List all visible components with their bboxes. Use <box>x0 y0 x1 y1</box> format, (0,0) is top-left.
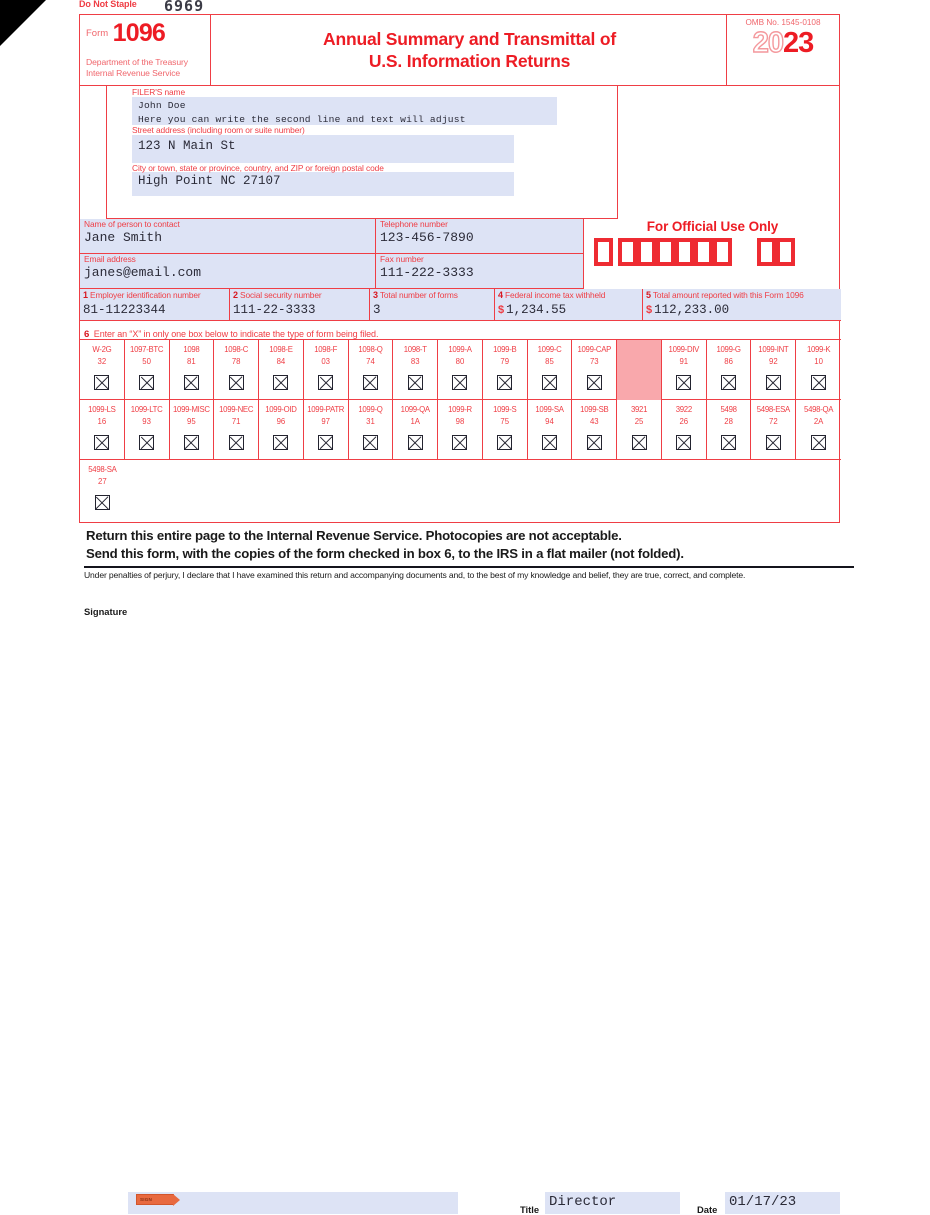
date-label: Date <box>697 1204 718 1215</box>
omb-number-label: OMB No. 1545-0108 <box>745 18 821 27</box>
official-use-only-boxes <box>584 238 841 266</box>
form-type-row-2 <box>80 400 841 460</box>
form-type-title: 5498 <box>720 405 737 414</box>
box-4-currency-symbol: $ <box>498 304 505 316</box>
form-type-title: 1099-OID <box>265 405 297 414</box>
form-type-code: 50 <box>142 357 151 366</box>
filer-name-label: FILER'S name <box>132 87 185 97</box>
form-type-code: 43 <box>589 417 599 426</box>
form-type-cell-1099-g[interactable] <box>707 340 752 400</box>
form-type-checkbox[interactable] <box>497 435 512 450</box>
signature-row <box>0 594 930 1215</box>
box-5-value: 112,233.00 <box>654 303 730 317</box>
box-2-value: 111-22-3333 <box>233 303 316 317</box>
box-4-number: 4 <box>498 290 503 300</box>
form-type-code: 91 <box>679 357 689 366</box>
box-4-value: 1,234.55 <box>506 303 567 317</box>
form-type-title: 1098-Q <box>358 345 383 354</box>
form-type-cell-1099-patr[interactable] <box>304 400 349 460</box>
form-type-cell-1098-c[interactable] <box>214 340 259 400</box>
form-type-checkbox[interactable] <box>363 435 378 450</box>
form-type-checkbox[interactable] <box>318 375 333 390</box>
form-type-title: 5498-QA <box>804 405 834 414</box>
form-type-title: 5498-SA <box>88 465 117 474</box>
tax-year-value: 23 <box>783 27 814 59</box>
contact-email-value: janes@email.com <box>84 264 202 280</box>
form-type-title: 1099-LS <box>88 405 116 414</box>
official-box-4[interactable] <box>656 238 675 266</box>
form-type-checkbox[interactable] <box>408 375 423 390</box>
form-type-title: 1099-LTC <box>130 405 163 414</box>
department-line-2: Internal Revenue Service <box>86 67 181 78</box>
department-block <box>86 57 205 78</box>
form-type-title: 1098-C <box>224 345 249 354</box>
form-type-title: 3921 <box>630 405 648 414</box>
box-1-number: 1 <box>83 290 88 300</box>
form-type-title: 1097-BTC <box>130 345 164 354</box>
filer-city-value: High Point NC 27107 <box>138 174 281 189</box>
form-type-cell-5498-sa[interactable] <box>80 460 125 520</box>
form-title-line-1: Annual Summary and Transmittal of <box>323 29 616 50</box>
form-type-checkbox[interactable] <box>587 435 602 450</box>
form-identity-block <box>80 15 211 86</box>
form-type-title: 3922 <box>675 405 692 414</box>
filer-city-row <box>132 164 617 197</box>
contact-fax-value: 111-222-3333 <box>380 264 474 280</box>
tax-year <box>727 29 839 58</box>
form-type-title: 1099-C <box>537 345 562 354</box>
form-type-title: 1099-G <box>716 345 741 354</box>
return-instruction-line-2: Send this form, with the copies of the form checked in box 6, to the IRS in a flat mailer (not folded). <box>86 545 684 561</box>
form-type-code: 03 <box>321 357 331 366</box>
form-type-cell-1099-c[interactable] <box>528 340 573 400</box>
return-instruction-line-1: Return this entire page to the Internal Revenue Service. Photocopies are not acceptable. <box>86 528 622 543</box>
page-corner-fold-icon <box>0 0 46 46</box>
form-type-code: 75 <box>500 417 510 426</box>
serial-number: 6969 <box>164 0 205 15</box>
sign-here-tag-icon[interactable] <box>136 1194 174 1205</box>
form-type-title: 1099-CAP <box>577 345 612 354</box>
contact-phone-value: 123-456-7890 <box>380 229 474 245</box>
box-1-label: Employer identification number <box>90 290 201 300</box>
box-2-number: 2 <box>233 290 238 300</box>
form-type-cell-1099-r[interactable] <box>438 400 483 460</box>
form-type-title: 1098-T <box>403 345 427 354</box>
official-use-only-heading: For Official Use Only <box>646 219 779 234</box>
form-type-title: 1098-F <box>314 345 338 354</box>
form-type-checkbox[interactable] <box>721 435 736 450</box>
form-type-title: 1099-QA <box>400 405 430 414</box>
box-6-label: Enter an “X” in only one box below to indicate the type of form being filed. <box>93 329 379 339</box>
form-type-checkbox[interactable] <box>408 435 423 450</box>
form-type-checkbox[interactable] <box>676 435 691 450</box>
form-type-checkbox[interactable] <box>542 375 557 390</box>
form-type-cell-1099-ltc[interactable] <box>125 400 170 460</box>
sign-here-tag-label: SIGN <box>140 1197 153 1202</box>
form-type-checkbox[interactable] <box>676 375 691 390</box>
form-type-code: 2A <box>813 417 824 426</box>
form-type-checkbox[interactable] <box>139 375 154 390</box>
box-2-label: Social security number <box>240 290 322 300</box>
form-type-code: 28 <box>724 417 733 426</box>
title-value: Director <box>549 1194 617 1210</box>
form-type-checkbox[interactable] <box>95 495 110 510</box>
date-value: 01/17/23 <box>729 1194 797 1210</box>
tax-year-century: 20 <box>752 27 783 59</box>
filer-street-input[interactable] <box>132 135 514 163</box>
form-type-cell-1099-int[interactable] <box>751 340 796 400</box>
form-type-title: 1099-B <box>493 345 517 354</box>
form-type-title: 1099-R <box>448 405 472 414</box>
title-label: Title <box>520 1204 540 1215</box>
form-type-checkbox[interactable] <box>721 375 736 390</box>
form-type-code: 83 <box>410 357 420 366</box>
contact-fax-label: Fax number <box>380 254 424 264</box>
filer-name-line-1: John Doe <box>138 99 186 111</box>
filer-street-label: Street address (including room or suite number) <box>132 124 305 135</box>
form-type-checkbox-grid <box>80 340 841 518</box>
official-use-only-block <box>584 219 841 289</box>
form-type-title: W-2G <box>92 345 112 354</box>
form-type-checkbox[interactable] <box>94 435 109 450</box>
form-type-code: 16 <box>97 417 107 426</box>
form-type-cell-1099-misc[interactable] <box>170 400 215 460</box>
form-type-cell-3922[interactable] <box>662 400 707 460</box>
form-type-cell-1099-k[interactable] <box>796 340 841 400</box>
official-box-7[interactable] <box>713 238 732 266</box>
official-box-6[interactable] <box>694 238 713 266</box>
form-type-cell-1099-ls[interactable] <box>80 400 125 460</box>
box-1-ein[interactable] <box>80 289 230 321</box>
form-type-cell-1098[interactable] <box>170 340 215 400</box>
form-type-checkbox[interactable] <box>184 435 199 450</box>
form-type-title: 1099-S <box>493 405 517 414</box>
form-type-cell-1097-btc[interactable] <box>125 340 170 400</box>
form-type-code: 1A <box>410 417 420 426</box>
form-type-code: 94 <box>545 417 554 426</box>
contact-email-label: Email address <box>84 254 136 264</box>
form-type-title: 1099-PATR <box>307 405 345 414</box>
signature-label: Signature <box>84 606 128 617</box>
filer-city-input[interactable] <box>132 172 514 196</box>
box-4-label: Federal income tax withheld <box>505 290 606 300</box>
form-type-checkbox[interactable] <box>811 435 826 450</box>
form-type-code: 26 <box>679 417 689 426</box>
official-box-8[interactable] <box>757 238 776 266</box>
form-type-code: 78 <box>231 357 241 366</box>
form-type-title: 1098 <box>183 345 200 354</box>
box-3-number: 3 <box>373 290 378 300</box>
form-type-cell-1099-s[interactable] <box>483 400 528 460</box>
form-type-checkbox[interactable] <box>452 375 467 390</box>
omb-block <box>726 15 839 86</box>
form-type-checkbox[interactable] <box>94 375 109 390</box>
form-type-code: 96 <box>276 417 286 426</box>
filer-name-row <box>132 88 617 125</box>
filer-name-line-2: Here you can write the second line and text will adjust <box>138 113 466 125</box>
contact-email-cell[interactable] <box>80 254 376 289</box>
form-type-cell-1098-t[interactable] <box>393 340 438 400</box>
form-type-cell-1099-nec[interactable] <box>214 400 259 460</box>
box-5-label: Total amount reported with this Form 1096 <box>652 290 804 300</box>
form-type-title: 1099-Q <box>358 405 383 414</box>
form-word-label: Form <box>86 28 109 39</box>
contact-name-value: Jane Smith <box>84 229 163 245</box>
form-type-checkbox[interactable] <box>363 375 378 390</box>
form-type-row-1 <box>80 340 841 400</box>
form-type-title: 1099-MISC <box>173 405 210 414</box>
form-type-code: 74 <box>366 357 375 366</box>
box-5-currency-symbol: $ <box>646 304 653 316</box>
form-type-cell-5498[interactable] <box>707 400 752 460</box>
form-type-code: 27 <box>98 477 107 486</box>
box-5-number: 5 <box>646 290 651 300</box>
form-type-code: 71 <box>231 417 241 426</box>
box-6-instruction <box>80 321 841 340</box>
form-type-cell-1099-q[interactable] <box>349 400 394 460</box>
form-type-cell-5498-qa[interactable] <box>796 400 841 460</box>
department-line-1: Department of the Treasury <box>86 57 189 67</box>
official-box-2[interactable] <box>618 238 637 266</box>
form-type-code: 10 <box>814 357 823 366</box>
contact-phone-cell[interactable] <box>376 219 584 254</box>
form-type-code: 97 <box>321 417 331 426</box>
form-type-checkbox[interactable] <box>452 435 467 450</box>
filer-street-value: 123 N Main St <box>138 138 236 153</box>
form-type-code: 85 <box>545 357 554 366</box>
do-not-staple-note: Do Not Staple <box>79 0 137 9</box>
form-type-checkbox[interactable] <box>497 375 512 390</box>
form-type-code: 73 <box>589 357 599 366</box>
box-3-value: 3 <box>373 303 381 317</box>
form-type-checkbox[interactable] <box>229 375 244 390</box>
form-title-line-2: U.S. Information Returns <box>368 50 571 71</box>
form-type-cell-3921[interactable] <box>617 400 662 460</box>
form-type-checkbox[interactable] <box>811 375 826 390</box>
form-type-code: 81 <box>187 357 196 366</box>
form-type-cell-1099-a[interactable] <box>438 340 483 400</box>
form-type-title: 1098-E <box>269 345 293 354</box>
form-type-checkbox[interactable] <box>184 375 199 390</box>
box-3-label: Total number of forms <box>379 290 458 300</box>
form-type-code: 80 <box>455 357 465 366</box>
form-type-cell-1099-div[interactable] <box>662 340 707 400</box>
numbered-fields-row <box>80 289 841 321</box>
contact-fax-cell[interactable] <box>376 254 584 289</box>
box-3-total-forms[interactable] <box>370 289 495 321</box>
form-type-code: 98 <box>455 417 465 426</box>
form-type-title: 1099-DIV <box>668 345 700 354</box>
form-type-cell-1099-oid[interactable] <box>259 400 304 460</box>
form-number: 1096 <box>112 19 166 47</box>
contact-name-cell[interactable] <box>80 219 376 254</box>
box-2-ssn[interactable] <box>230 289 370 321</box>
box-5-total-amount[interactable] <box>643 289 841 321</box>
form-title-block <box>211 15 728 86</box>
form-type-code: 25 <box>634 417 644 426</box>
form-type-cell-1099-sa[interactable] <box>528 400 573 460</box>
form-type-cell-1098-f[interactable] <box>304 340 349 400</box>
form-type-cell-1099-qa[interactable] <box>393 400 438 460</box>
footer-divider <box>84 566 854 568</box>
filer-street-row <box>132 126 617 163</box>
contact-information-grid <box>80 219 584 289</box>
form-header-band <box>80 15 839 86</box>
form-outer-frame <box>79 14 840 523</box>
form-type-code: 92 <box>769 357 778 366</box>
form-type-title: 1099-NEC <box>219 405 254 414</box>
form-type-checkbox[interactable] <box>542 435 557 450</box>
form-type-title: 1099-K <box>806 345 831 354</box>
filer-name-input[interactable] <box>132 97 557 125</box>
form-type-checkbox[interactable] <box>229 435 244 450</box>
form-type-checkbox[interactable] <box>766 375 781 390</box>
form-type-title: 5498-ESA <box>756 405 790 414</box>
form-type-code: 93 <box>142 417 151 426</box>
form-type-cell-blocked <box>617 340 662 400</box>
form-type-code: 86 <box>724 357 733 366</box>
form-type-title: 1099-INT <box>758 345 789 354</box>
form-type-cell-1098-e[interactable] <box>259 340 304 400</box>
penalties-of-perjury-statement: Under penalties of perjury, I declare that I have examined this return and accompanying documents and, to the best of my knowledge and belief, they are true, correct, and complete. <box>84 570 746 580</box>
form-type-code: 79 <box>500 357 510 366</box>
form-type-row-3 <box>80 460 841 518</box>
form-type-code: 32 <box>97 357 107 366</box>
form-type-cell-w-2g[interactable] <box>80 340 125 400</box>
form-type-cell-1099-b[interactable] <box>483 340 528 400</box>
form-type-checkbox[interactable] <box>632 435 647 450</box>
official-box-1[interactable] <box>594 238 613 266</box>
official-box-5[interactable] <box>675 238 694 266</box>
contact-phone-label: Telephone number <box>380 219 448 229</box>
official-box-3[interactable] <box>637 238 656 266</box>
box-4-federal-tax-withheld[interactable] <box>495 289 643 321</box>
contact-name-label: Name of person to contact <box>84 219 180 229</box>
form-type-checkbox[interactable] <box>766 435 781 450</box>
title-input[interactable] <box>545 1192 680 1214</box>
form-type-cell-1099-cap[interactable] <box>572 340 617 400</box>
official-box-9[interactable] <box>776 238 795 266</box>
form-type-code: 95 <box>187 417 196 426</box>
form-type-checkbox[interactable] <box>139 435 154 450</box>
form-type-cell-1099-sb[interactable] <box>572 400 617 460</box>
signature-input[interactable] <box>128 1192 458 1214</box>
form-type-title: 1099-A <box>448 345 472 354</box>
filer-city-label: City or town, state or province, country, and ZIP or foreign postal code <box>132 162 384 173</box>
form-type-cell-1098-q[interactable] <box>349 340 394 400</box>
box-1-value: 81-11223344 <box>83 303 166 317</box>
form-type-checkbox[interactable] <box>273 375 288 390</box>
return-instructions <box>86 527 866 563</box>
form-type-code: 84 <box>276 357 286 366</box>
form-type-code: 31 <box>366 417 375 426</box>
form-type-code: 72 <box>769 417 778 426</box>
filer-information-block <box>106 86 618 219</box>
form-type-title: 1099-SA <box>535 405 564 414</box>
form-type-cell-5498-esa[interactable] <box>751 400 796 460</box>
date-input[interactable] <box>725 1192 840 1214</box>
form-type-checkbox[interactable] <box>273 435 288 450</box>
form-type-title: 1099-SB <box>580 405 609 414</box>
form-type-checkbox[interactable] <box>587 375 602 390</box>
form-type-checkbox[interactable] <box>318 435 333 450</box>
box-6-number: 6 <box>84 329 90 340</box>
